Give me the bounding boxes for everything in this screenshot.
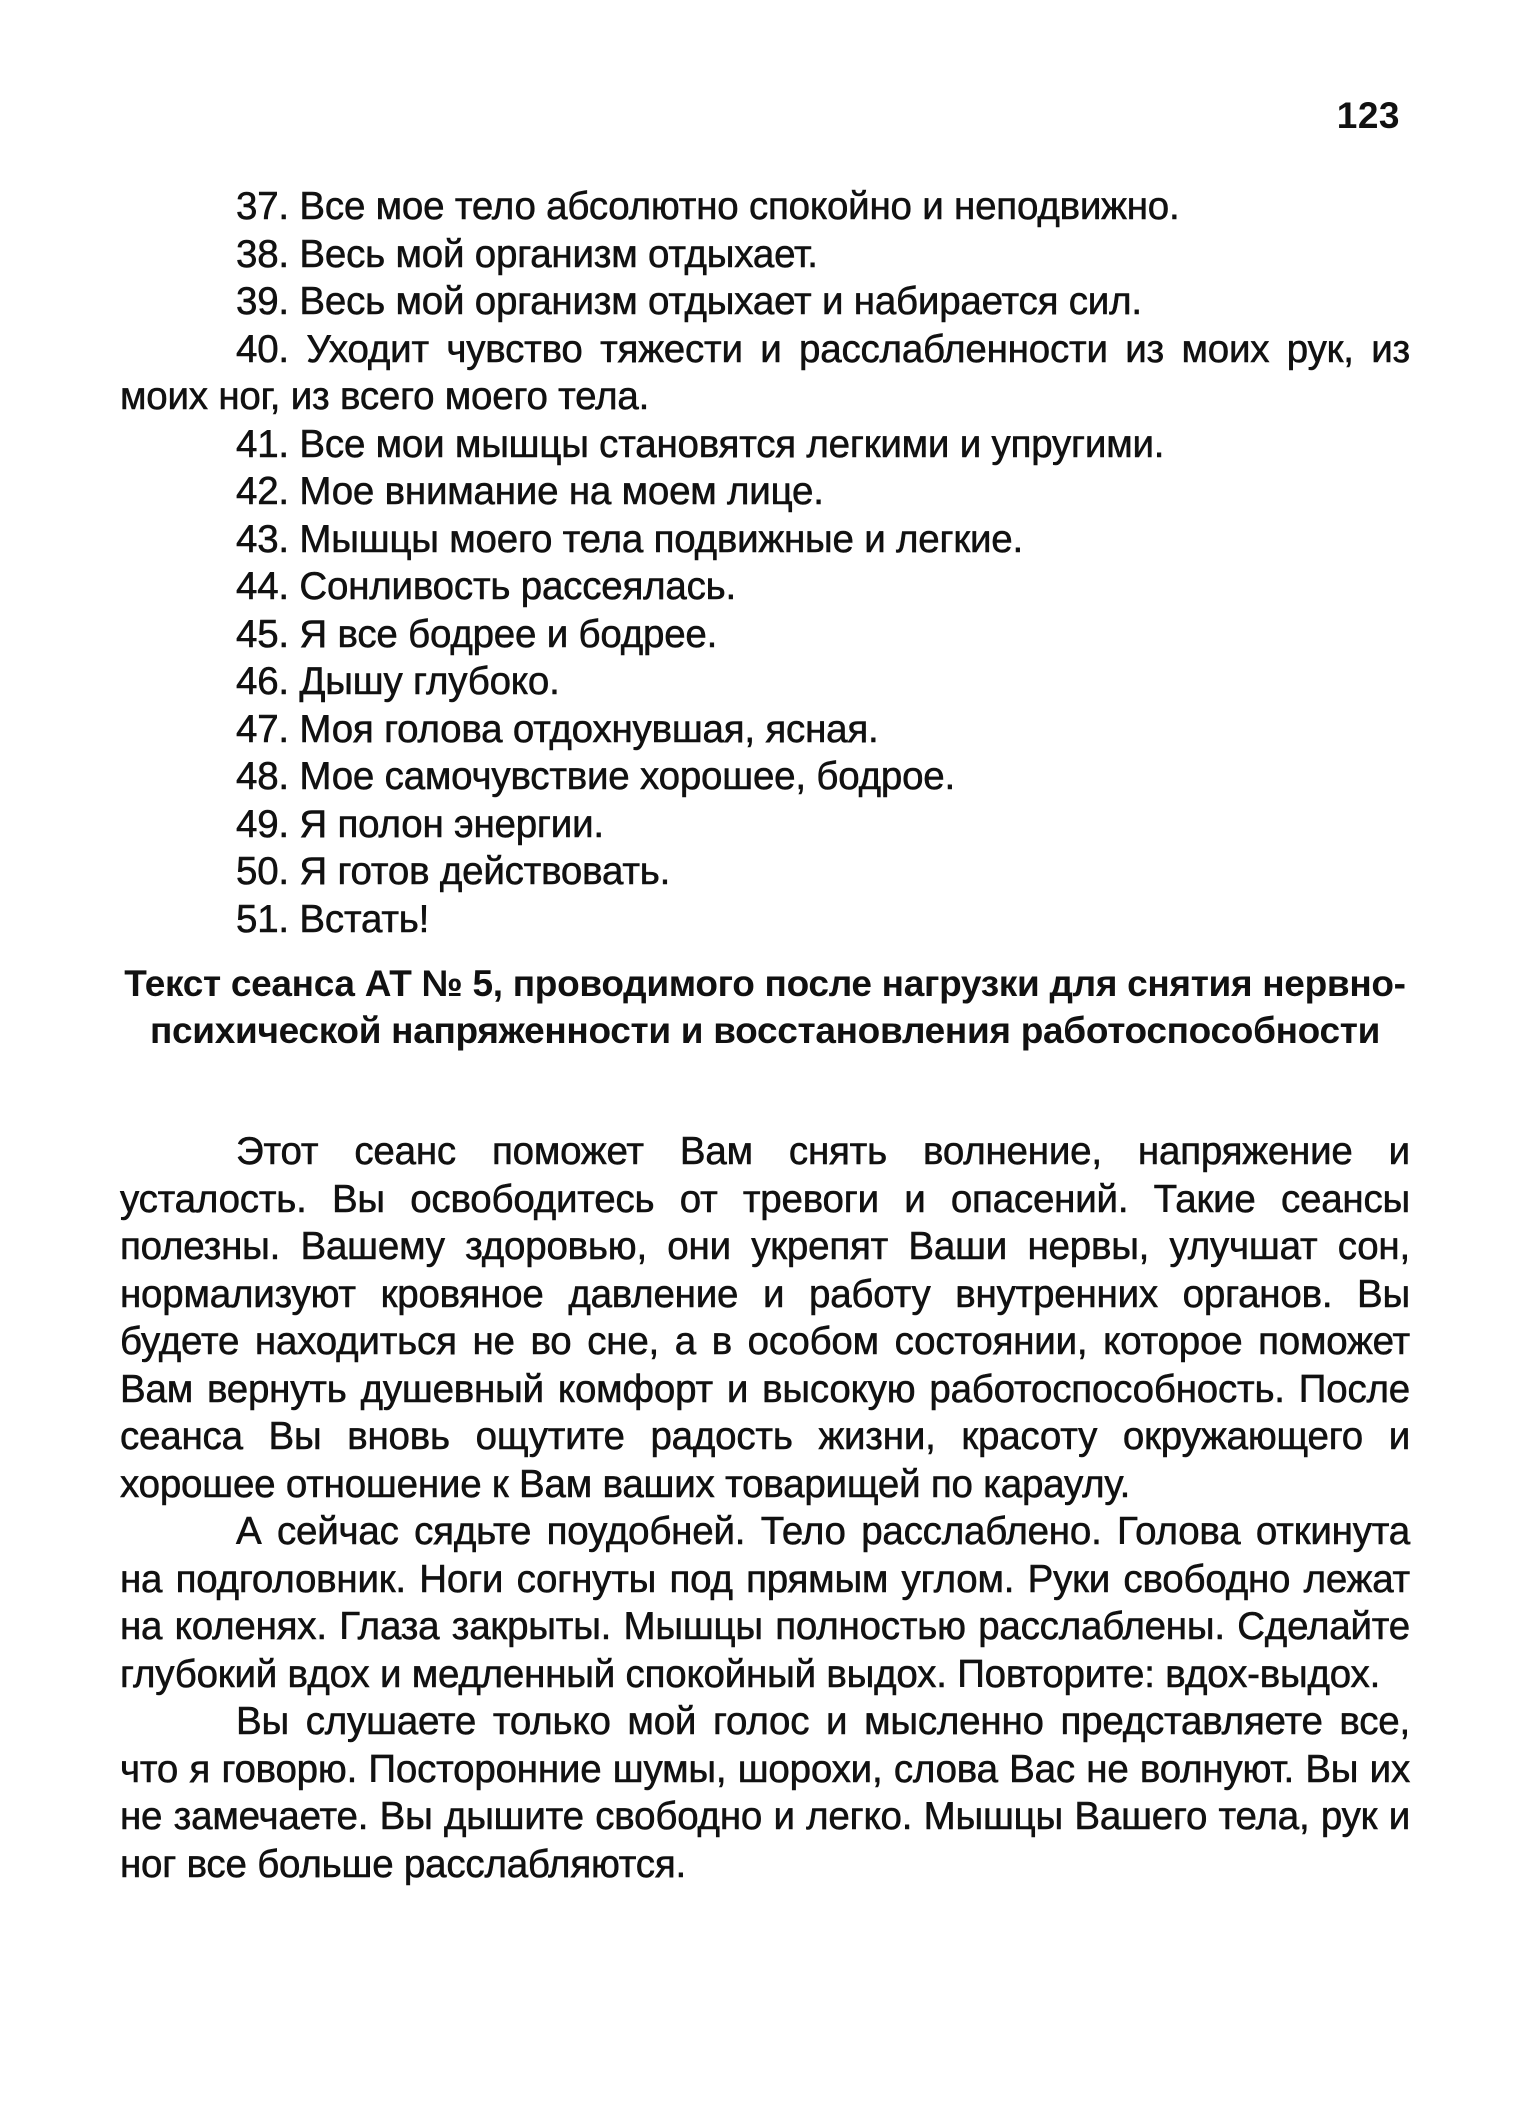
list-item: 42. Мое внимание на моем лице. [236,470,824,513]
section-body [120,1128,1410,1888]
list-item: 37. Все мое тело абсолютно спокойно и неподвижно. [236,185,1180,228]
list-item: 47. Моя голова отдохнувшая, ясная. [236,707,879,751]
page-number: 123 [1336,95,1400,136]
list-item: 41. Все мои мышцы становятся легкими и упругими. [236,422,1165,466]
list-item: 40. Уходит чувство тяжести и расслабленности из моих рук, из моих ног, из всего моего тела. [120,327,1410,418]
body-paragraph: А сейчас сядьте поудобней. Тело расслаблено. Голова откинута на подголовник. Ноги согнуты под прямым углом. Руки свободно лежат на коленях. Глаза закрыты. Мышцы полностью расслаблены. Сделайте глубокий вдох и медленный спокойный выдох. Повторите: вдох-выдох. [120,1510,1410,1696]
list-item: 45. Я все бодрее и бодрее. [236,612,718,656]
list-item: 48. Мое самочувствие хорошее, бодрое. [236,755,955,798]
list-item: 49. Я полон энергии. [236,802,604,846]
list-item: 50. Я готов действовать. [236,850,671,893]
numbered-list [120,183,1410,943]
list-item: 39. Весь мой организм отдыхает и набирается сил. [236,280,1142,323]
section-heading: Текст сеанса АТ № 5, проводимого после нагрузки для снятия нервно-психической напряженности и восстановления работоспособности [124,963,1406,1051]
list-item: 51. Встать! [236,897,430,941]
list-item: 38. Весь мой организм отдыхает. [236,232,818,276]
list-item: 46. Дышу глубоко. [236,660,560,703]
body-paragraph: Вы слушаете только мой голос и мысленно представляете все, что я говорю. Посторонние шумы, шорохи, слова Вас не волнуют. Вы их не замечаете. Вы дышите свободно и легко. Мышцы Вашего тела, рук и ног все больше расслабляются. [120,1700,1410,1886]
list-item: 44. Сонливость рассеялась. [236,565,736,608]
list-item: 43. Мышцы моего тела подвижные и легкие. [236,517,1023,561]
body-paragraph: Этот сеанс поможет Вам снять волнение, напряжение и усталость. Вы освободитесь от тревоги и опасений. Такие сеансы полезны. Вашему здоровью, они укрепят Ваши нервы, улучшат сон, нормализуют кровяное давление и работу внутренних органов. Вы будете находиться не во сне, а в особом состоянии, которое поможет Вам вернуть душевный комфорт и высокую работоспособность. После сеанса Вы вновь ощутите радость жизни, красоту окружающего и хорошее отношение к Вам ваших товарищей по караулу. [120,1130,1410,1506]
